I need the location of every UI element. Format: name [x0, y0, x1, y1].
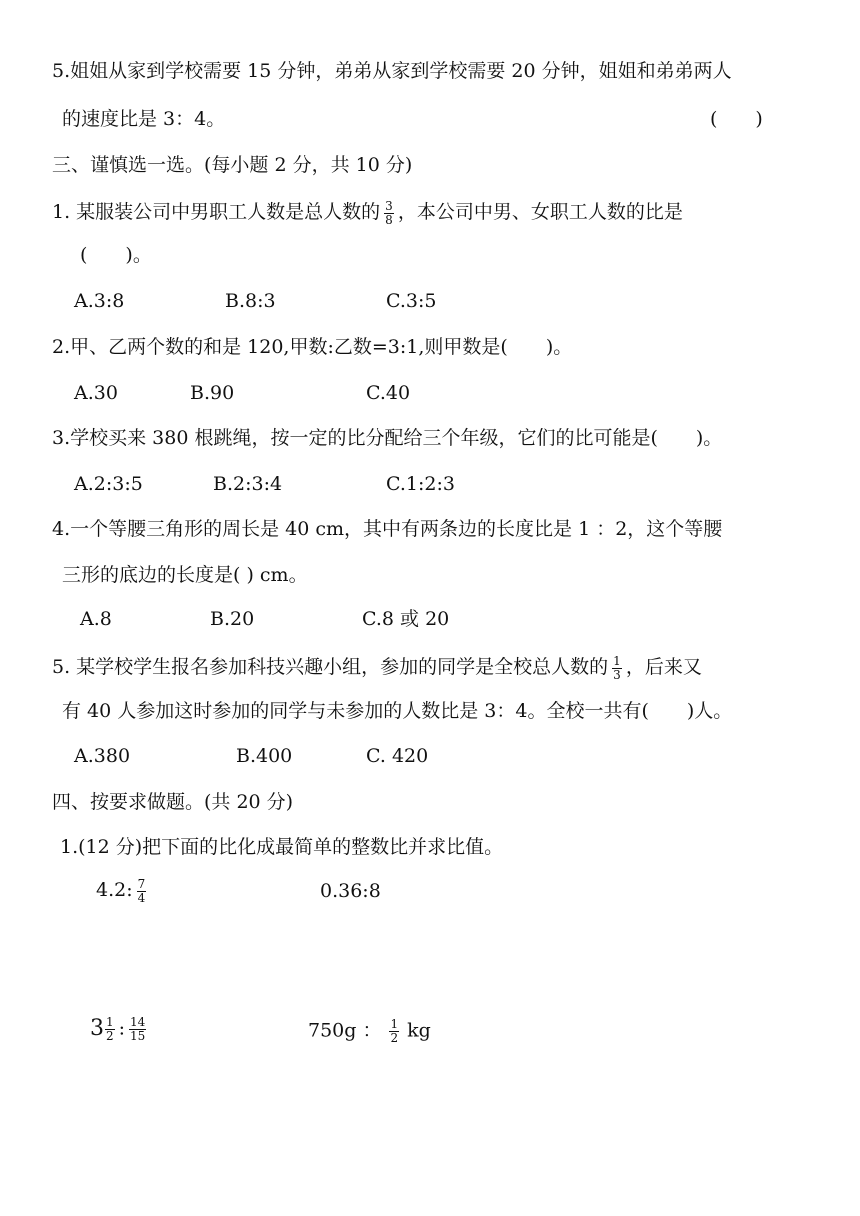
section-title: 四、按要求做题。(共 20 分): [52, 791, 294, 813]
fraction-numerator: 1: [613, 654, 621, 668]
question-text: 1.(12 分)把下面的比化成最简单的整数比并求比值。: [60, 836, 504, 858]
option-b: B.2:3:4: [213, 473, 283, 495]
option-b: B.20: [210, 608, 255, 630]
mixed-number-whole: 3: [90, 1016, 104, 1042]
question-text: 2.甲、乙两个数的和是 120,甲数:乙数=3:1,则甲数是( )。: [52, 336, 573, 358]
option-c: C. 420: [366, 745, 429, 767]
fraction-denominator: 3: [613, 667, 621, 682]
question-text: [52, 200, 683, 226]
fraction: [129, 1016, 146, 1042]
fraction-denominator: 2: [390, 1030, 399, 1045]
fraction: [105, 1016, 115, 1042]
fraction-numerator: 1: [106, 1015, 114, 1029]
option-a: A.2:3:5: [74, 473, 143, 495]
option-a: A.30: [74, 382, 118, 404]
question-text: 三形的底边的长度是( ) cm。: [62, 564, 308, 586]
question-text: ( )。: [80, 244, 152, 266]
option-c: C.40: [366, 382, 411, 404]
question-text: 5.姐姐从家到学校需要 15 分钟，弟弟从家到学校需要 20 分钟，姐姐和弟弟两人: [52, 60, 732, 82]
fraction-numerator: 3: [385, 199, 393, 213]
option-b: B.8:3: [225, 290, 276, 312]
ratio-text: 750g ：: [308, 1019, 382, 1042]
ratio-item: [90, 1016, 150, 1042]
option-b: B.90: [190, 382, 235, 404]
fraction: [137, 878, 147, 904]
fraction-denominator: 8: [385, 212, 393, 227]
ratio-colon: :: [118, 1017, 126, 1040]
section-title: 三、谨慎选一选。(每小题 2 分，共 10 分): [52, 154, 413, 176]
fraction: [389, 1018, 399, 1044]
question-text-part: 5. 某学校学生报名参加科技兴趣小组，参加的同学是全校总人数的: [52, 656, 609, 679]
question-text: 的速度比是 3：4。: [62, 108, 226, 130]
fraction-numerator: 14: [130, 1015, 146, 1029]
fraction-denominator: 15: [130, 1028, 146, 1043]
option-a: A.380: [74, 745, 131, 767]
fraction-denominator: 2: [106, 1028, 114, 1043]
option-c: C.3:5: [386, 290, 437, 312]
ratio-item: [96, 878, 150, 904]
fraction-denominator: 4: [137, 890, 146, 905]
fraction: [384, 200, 394, 226]
fraction-numerator: 1: [390, 1017, 399, 1031]
ratio-item: 0.36:8: [320, 880, 381, 902]
answer-parenthesis: ( ): [710, 108, 763, 130]
ratio-item: [308, 1018, 431, 1044]
fraction: [612, 655, 622, 681]
question-text: [52, 655, 702, 681]
option-a: A.3:8: [74, 290, 125, 312]
option-a: A.8: [80, 608, 112, 630]
option-c: C.1:2:3: [386, 473, 455, 495]
question-text-part: ，本公司中男、女职工人数的比是: [397, 201, 683, 224]
fraction-numerator: 7: [137, 877, 146, 891]
question-text: 3.学校买来 380 根跳绳，按一定的比分配给三个年级，它们的比可能是( )。: [52, 427, 723, 449]
option-b: B.400: [236, 745, 293, 767]
unit-text: kg: [407, 1019, 431, 1042]
question-text: 有 40 人参加这时参加的同学与未参加的人数比是 3：4。全校一共有( )人。: [62, 700, 733, 722]
question-text-part: 1. 某服装公司中男职工人数是总人数的: [52, 201, 381, 224]
question-text-part: ，后来又: [625, 656, 702, 679]
question-text: 4.一个等腰三角形的周长是 40 cm，其中有两条边的长度比是 1 ：2，这个等腰: [52, 518, 723, 540]
ratio-text: 4.2:: [96, 879, 133, 902]
option-c: C.8 或 20: [362, 608, 450, 630]
